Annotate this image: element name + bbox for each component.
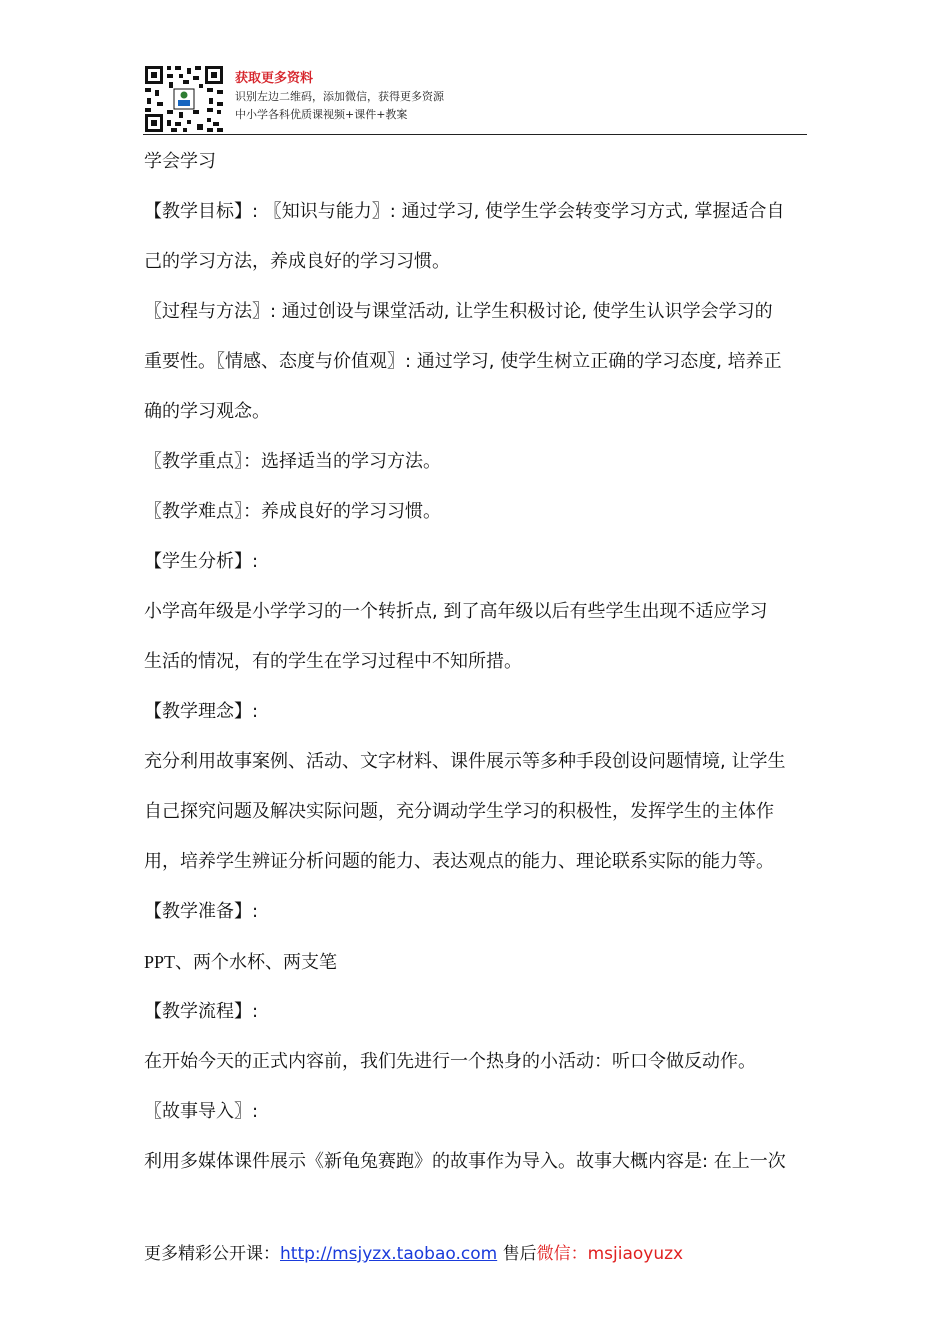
- footer-wechat-id: msjiaoyuzx: [587, 1244, 684, 1264]
- section-key-point: 〖教学重点〗：选择适当的学习方法。: [144, 451, 441, 472]
- paragraph-line: 己的学习方法，养成良好的学习习惯。: [144, 251, 450, 272]
- footer-wechat-label: 微信：: [536, 1244, 588, 1264]
- section-heading-story-intro: 〖故事导入〗:: [144, 1101, 259, 1122]
- paragraph-line: 利用多媒体课件展示《新龟兔赛跑》的故事作为导入。故事大概内容是: 在上一次: [144, 1151, 786, 1172]
- paragraph-line: 〖过程与方法〗: 通过创设与课堂活动, 让学生积极讨论, 使学生认识学会学习的: [144, 301, 773, 322]
- page-footer: [144, 1242, 683, 1266]
- paragraph-line: 【教学目标】: 〖知识与能力〗: 通过学习, 使学生学会转变学习方式, 掌握适合自: [144, 201, 785, 222]
- header-subtitle-line-1: 识别左边二维码，添加微信，获得更多资源: [235, 90, 444, 103]
- paragraph-line: 充分利用故事案例、活动、文字材料、课件展示等多种手段创设问题情境, 让学生: [144, 751, 786, 772]
- section-difficulty: 〖教学难点〗：养成良好的学习习惯。: [144, 501, 441, 522]
- page-header: [143, 64, 807, 136]
- paragraph-line: 小学高年级是小学学习的一个转折点, 到了高年级以后有些学生出现不适应学习: [144, 601, 768, 622]
- section-heading-preparation: 【教学准备】:: [144, 901, 259, 922]
- footer-after-sales: 售后: [497, 1244, 537, 1264]
- preparation-items: PPT、两个水杯、两支笔: [144, 952, 338, 972]
- paragraph-line: 生活的情况，有的学生在学习过程中不知所措。: [144, 651, 522, 672]
- document-body: [144, 150, 808, 1200]
- header-title: 获取更多资料: [235, 71, 314, 86]
- section-heading-process: 【教学流程】:: [144, 1001, 259, 1022]
- paragraph-line: 在开始今天的正式内容前，我们先进行一个热身的小活动：听口令做反动作。: [144, 1051, 756, 1072]
- paragraph-line: 重要性。〖情感、态度与价值观〗: 通过学习, 使学生树立正确的学习态度, 培养正: [144, 351, 782, 372]
- footer-prefix: 更多精彩公开课：: [144, 1244, 280, 1264]
- paragraph-line: 自己探究问题及解决实际问题，充分调动学生学习的积极性，发挥学生的主体作: [144, 801, 774, 822]
- footer-shop-link[interactable]: http://msjyzx.taobao.com: [280, 1244, 498, 1264]
- header-text-block: [235, 70, 444, 124]
- paragraph-line: 确的学习观念。: [144, 401, 270, 422]
- doc-title: 学会学习: [144, 151, 216, 172]
- section-heading-student-analysis: 【学生分析】:: [144, 551, 259, 572]
- header-subtitle-line-2: 中小学各科优质课视频+课件+教案: [235, 108, 408, 121]
- header-divider: [143, 134, 807, 135]
- section-heading-teaching-concept: 【教学理念】:: [144, 701, 259, 722]
- paragraph-line: 用，培养学生辨证分析问题的能力、表达观点的能力、理论联系实际的能力等。: [144, 851, 774, 872]
- qr-code-icon: [143, 64, 225, 134]
